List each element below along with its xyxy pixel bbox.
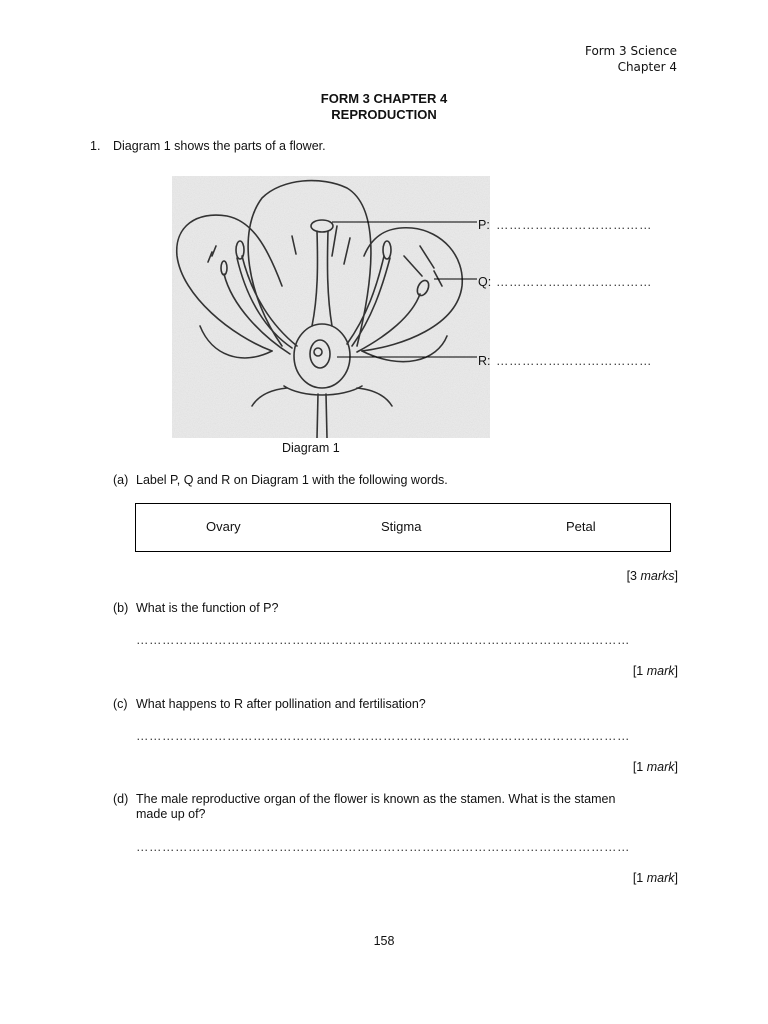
part-c-text: What happens to R after pollination and fertilisation? [136, 697, 426, 711]
course-label: Form 3 Science [584, 44, 677, 58]
word-bank-item: Ovary [206, 519, 241, 534]
label-q-answer-line[interactable]: ……………………………… [496, 275, 652, 289]
word-bank-item: Stigma [381, 519, 422, 534]
diagram-caption: Diagram 1 [282, 441, 340, 455]
label-p-answer-line[interactable]: ……………………………… [496, 218, 652, 232]
part-c-answer-line[interactable]: …………………………………………………………………………………………………… [136, 729, 630, 743]
question-number: 1. [90, 139, 101, 153]
chapter-label: Chapter 4 [617, 60, 677, 74]
label-r-answer-line[interactable]: ……………………………… [496, 354, 652, 368]
flower-illustration [172, 176, 490, 438]
part-c-tag: (c) [113, 697, 128, 711]
question-text: Diagram 1 shows the parts of a flower. [113, 139, 326, 153]
part-a-tag: (a) [113, 473, 129, 487]
label-p-letter: P: [478, 218, 490, 232]
label-r-letter: R: [478, 354, 491, 368]
page-subtitle: REPRODUCTION [331, 107, 437, 122]
part-d-answer-line[interactable]: …………………………………………………………………………………………………… [136, 840, 630, 854]
part-b-marks: [1 mark] [632, 664, 678, 678]
word-bank-item: Petal [566, 519, 596, 534]
part-b-text: What is the function of P? [136, 601, 279, 615]
part-b-tag: (b) [113, 601, 129, 615]
part-b-answer-line[interactable]: …………………………………………………………………………………………………… [136, 633, 630, 647]
label-q-letter: Q: [478, 275, 492, 289]
part-a-marks: [3 marks] [626, 569, 678, 583]
page-title: FORM 3 CHAPTER 4 [320, 91, 448, 106]
flower-diagram [172, 176, 490, 438]
part-d-marks: [1 mark] [632, 871, 678, 885]
part-c-marks: [1 mark] [632, 760, 678, 774]
part-a-text: Label P, Q and R on Diagram 1 with the following words. [136, 473, 448, 487]
word-bank-box [135, 503, 671, 552]
part-d-tag: (d) [113, 792, 129, 806]
part-d-text-line2: made up of? [136, 807, 206, 821]
page-number: 158 [373, 934, 395, 948]
part-d-text-line1: The male reproductive organ of the flower is known as the stamen. What is the stamen [136, 792, 616, 806]
